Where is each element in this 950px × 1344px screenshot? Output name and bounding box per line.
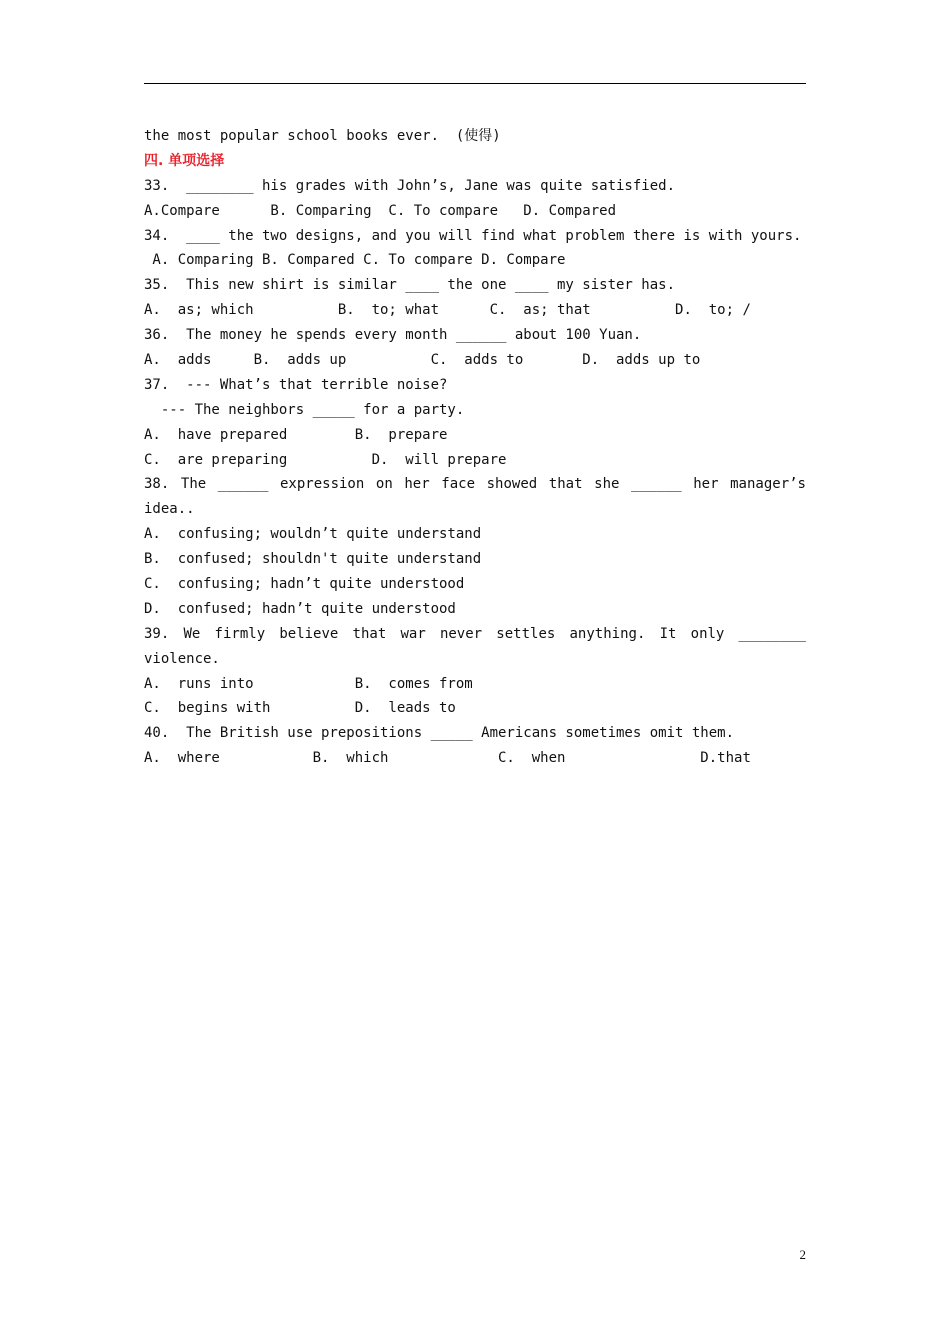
text-line: B. confused; shouldn't quite understand bbox=[144, 551, 482, 568]
text-line: A. as; which B. to; what C. as; that D. to; / bbox=[144, 302, 751, 319]
text-line: A.Compare B. Comparing C. To compare D. Compared bbox=[144, 202, 617, 219]
text-line: A. adds B. adds up C. adds to D. adds up to bbox=[144, 352, 701, 369]
text-line: idea.. bbox=[144, 501, 195, 518]
text-line: A. Comparing B. Compared C. To compare D. Compare bbox=[144, 252, 566, 269]
text-line: A. where B. which C. when D.that bbox=[144, 750, 751, 767]
text-line: C. confusing; hadn’t quite understood bbox=[144, 576, 465, 593]
text-line: 34. ____ the two designs, and you will find what problem there is with yours. bbox=[144, 227, 802, 244]
text-line: violence. bbox=[144, 650, 220, 667]
text-line: 37. --- What’s that terrible noise? bbox=[144, 376, 448, 393]
text-line: the most popular school books ever. (使得) bbox=[144, 128, 501, 144]
text-line: 39. We firmly believe that war never settles anything. It only ________ bbox=[144, 625, 806, 642]
text-line: --- The neighbors _____ for a party. bbox=[144, 401, 465, 418]
text-line: 33. ________ his grades with John’s, Jane was quite satisfied. bbox=[144, 177, 676, 194]
text-line: A. have prepared B. prepare bbox=[144, 426, 448, 443]
document-body bbox=[144, 124, 806, 771]
text-line: D. confused; hadn’t quite understood bbox=[144, 600, 456, 617]
header-rule bbox=[144, 83, 806, 84]
text-line: A. runs into B. comes from bbox=[144, 675, 473, 692]
section-heading: 四. 单项选择 bbox=[144, 152, 225, 169]
text-line: 35. This new shirt is similar ____ the one ____ my sister has. bbox=[144, 277, 676, 294]
text-line: 38. The ______ expression on her face showed that she ______ her manager’s bbox=[144, 476, 806, 493]
text-line: A. confusing; wouldn’t quite understand bbox=[144, 526, 482, 543]
page-number: 2 bbox=[799, 1247, 806, 1262]
text-line: C. are preparing D. will prepare bbox=[144, 451, 507, 468]
text-line: 36. The money he spends every month ______ about 100 Yuan. bbox=[144, 327, 642, 344]
text-line: C. begins with D. leads to bbox=[144, 700, 456, 717]
text-line: 40. The British use prepositions _____ Americans sometimes omit them. bbox=[144, 725, 735, 742]
